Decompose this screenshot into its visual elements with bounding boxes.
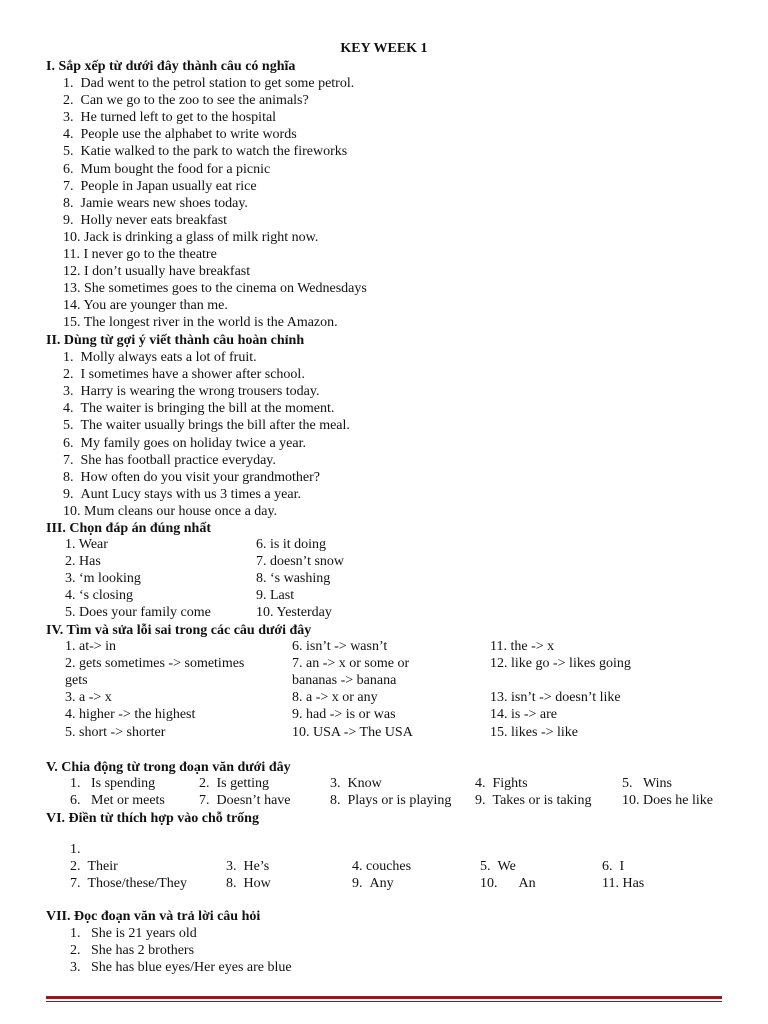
answer-item: 12. I don’t usually have breakfast xyxy=(63,264,251,280)
answer-item: 10. Yesterday xyxy=(256,605,332,621)
page-title: KEY WEEK 1 xyxy=(340,41,428,56)
answer-item: 5. short -> shorter xyxy=(65,724,166,740)
answer-item: 12. like go -> likes going xyxy=(490,656,631,672)
answer-item: 4. Fights xyxy=(475,776,528,791)
answer-item: 3. He’s xyxy=(226,859,270,874)
section-2-heading: II. Dùng từ gợi ý viết thành câu hoàn chỉnh xyxy=(46,333,305,348)
answer-item: 9. Any xyxy=(352,876,394,891)
answer-item: 7. doesn’t snow xyxy=(256,554,345,570)
answer-item: 1. Is spending xyxy=(70,776,156,791)
answer-item: 8. How often do you visit your grandmother? xyxy=(63,469,321,485)
answer-item: bananas -> banana xyxy=(292,673,397,689)
answer-item: 4. People use the alphabet to write words xyxy=(63,127,297,143)
answer-item: 9. Holly never eats breakfast xyxy=(63,212,228,228)
answer-item: 9. had -> is or was xyxy=(292,707,396,723)
answer-item: 3. ‘m looking xyxy=(65,571,141,587)
answer-item: 6. Met or meets xyxy=(70,793,165,808)
answer-item: 2. Their xyxy=(70,859,118,874)
answer-item: 3. a -> x xyxy=(65,690,112,706)
section-6-heading: VI. Điền từ thích hợp vào chỗ trống xyxy=(46,811,259,826)
answer-item: 1. Wear xyxy=(65,537,108,552)
answer-item: 7. Those/these/They xyxy=(70,876,188,891)
answer-item: 8. a -> x or any xyxy=(292,690,378,706)
answer-item: 2. gets sometimes -> sometimes xyxy=(65,656,245,672)
answer-item: 3. He turned left to get to the hospital xyxy=(63,110,277,126)
answer-item: 1. Dad went to the petrol station to get some petrol. xyxy=(63,76,355,91)
answer-item: 2. Is getting xyxy=(199,776,269,791)
answer-item: 8. Plays or is playing xyxy=(330,793,452,808)
answer-item: 13. isn’t -> doesn’t like xyxy=(490,690,621,706)
answer-item: 4. The waiter is bringing the bill at the moment. xyxy=(63,401,335,417)
answer-item: 2. Has xyxy=(65,554,101,570)
answer-item: 9. Last xyxy=(256,588,295,604)
answer-item: 7. People in Japan usually eat rice xyxy=(63,178,257,194)
answer-item: 4. ‘s closing xyxy=(65,588,134,604)
answer-item: 5. The waiter usually brings the bill after the meal. xyxy=(63,418,350,434)
answer-item: 6. Mum bought the food for a picnic xyxy=(63,161,271,177)
answer-item: 5. Wins xyxy=(622,776,672,791)
answer-item: 8. How xyxy=(226,876,271,891)
answer-item: 9. Aunt Lucy stays with us 3 times a year. xyxy=(63,486,301,502)
answer-item: 2. I sometimes have a shower after school. xyxy=(63,367,305,383)
answer-item: 1. Molly always eats a lot of fruit. xyxy=(63,350,257,365)
answer-item: 2. She has 2 brothers xyxy=(70,943,195,959)
answer-item: 11. I never go to the theatre xyxy=(63,247,217,262)
answer-item: 10. An xyxy=(480,876,536,891)
answer-item: 10. USA -> The USA xyxy=(292,724,413,740)
answer-item: gets xyxy=(65,673,88,689)
answer-item: 5. Does your family come xyxy=(65,605,211,621)
answer-item: 6. is it doing xyxy=(256,537,327,552)
answer-item: 1. She is 21 years old xyxy=(70,926,197,941)
section-4-heading: IV. Tìm và sửa lỗi sai trong các câu dưới đây xyxy=(46,623,312,638)
section-1-heading: I. Sắp xếp từ dưới đây thành câu có nghĩa xyxy=(46,59,296,74)
answer-item: 13. She sometimes goes to the cinema on Wednesdays xyxy=(63,281,367,297)
answer-item: 14. You are younger than me. xyxy=(63,298,228,314)
footer-rule-thick xyxy=(46,996,722,999)
answer-item: 3. Harry is wearing the wrong trousers today. xyxy=(63,384,320,400)
answer-item: 14. is -> are xyxy=(490,707,557,723)
answer-item: 8. ‘s washing xyxy=(256,571,331,587)
answer-item: 1. xyxy=(70,842,81,857)
answer-item: 15. The longest river in the world is the Amazon. xyxy=(63,315,338,331)
answer-item: 7. She has football practice everyday. xyxy=(63,452,276,468)
answer-item: 10. Mum cleans our house once a day. xyxy=(63,503,278,519)
footer-rule-thin xyxy=(46,1001,722,1002)
answer-item: 7. an -> x or some or xyxy=(292,656,410,672)
answer-item: 7. Doesn’t have xyxy=(199,793,291,808)
answer-item: 1. at-> in xyxy=(65,639,117,654)
answer-item: 11. Has xyxy=(602,876,645,891)
answer-item: 5. We xyxy=(480,859,516,874)
section-7-heading: VII. Đọc đoạn văn và trả lời câu hỏi xyxy=(46,909,261,924)
answer-item: 8. Jamie wears new shoes today. xyxy=(63,195,248,211)
answer-item: 3. Know xyxy=(330,776,382,791)
answer-item: 5. Katie walked to the park to watch the fireworks xyxy=(63,144,348,160)
answer-item: 6. I xyxy=(602,859,625,874)
section-3-heading: III. Chọn đáp án đúng nhất xyxy=(46,521,211,536)
answer-item: 9. Takes or is taking xyxy=(475,793,592,808)
answer-item: 3. She has blue eyes/Her eyes are blue xyxy=(70,960,292,976)
answer-item: 2. Can we go to the zoo to see the animals? xyxy=(63,93,309,109)
section-5-heading: V. Chia động từ trong đoạn văn dưới đây xyxy=(46,760,291,775)
answer-item: 15. likes -> like xyxy=(490,724,578,740)
answer-item: 11. the -> x xyxy=(490,639,555,654)
answer-item: 10. Jack is drinking a glass of milk right now. xyxy=(63,229,319,245)
answer-item: 10. Does he like xyxy=(622,793,713,808)
answer-item: 6. My family goes on holiday twice a year. xyxy=(63,435,306,451)
answer-item: 6. isn’t -> wasn’t xyxy=(292,639,388,654)
answer-item: 4. higher -> the highest xyxy=(65,707,196,723)
answer-item: 4. couches xyxy=(352,859,412,874)
